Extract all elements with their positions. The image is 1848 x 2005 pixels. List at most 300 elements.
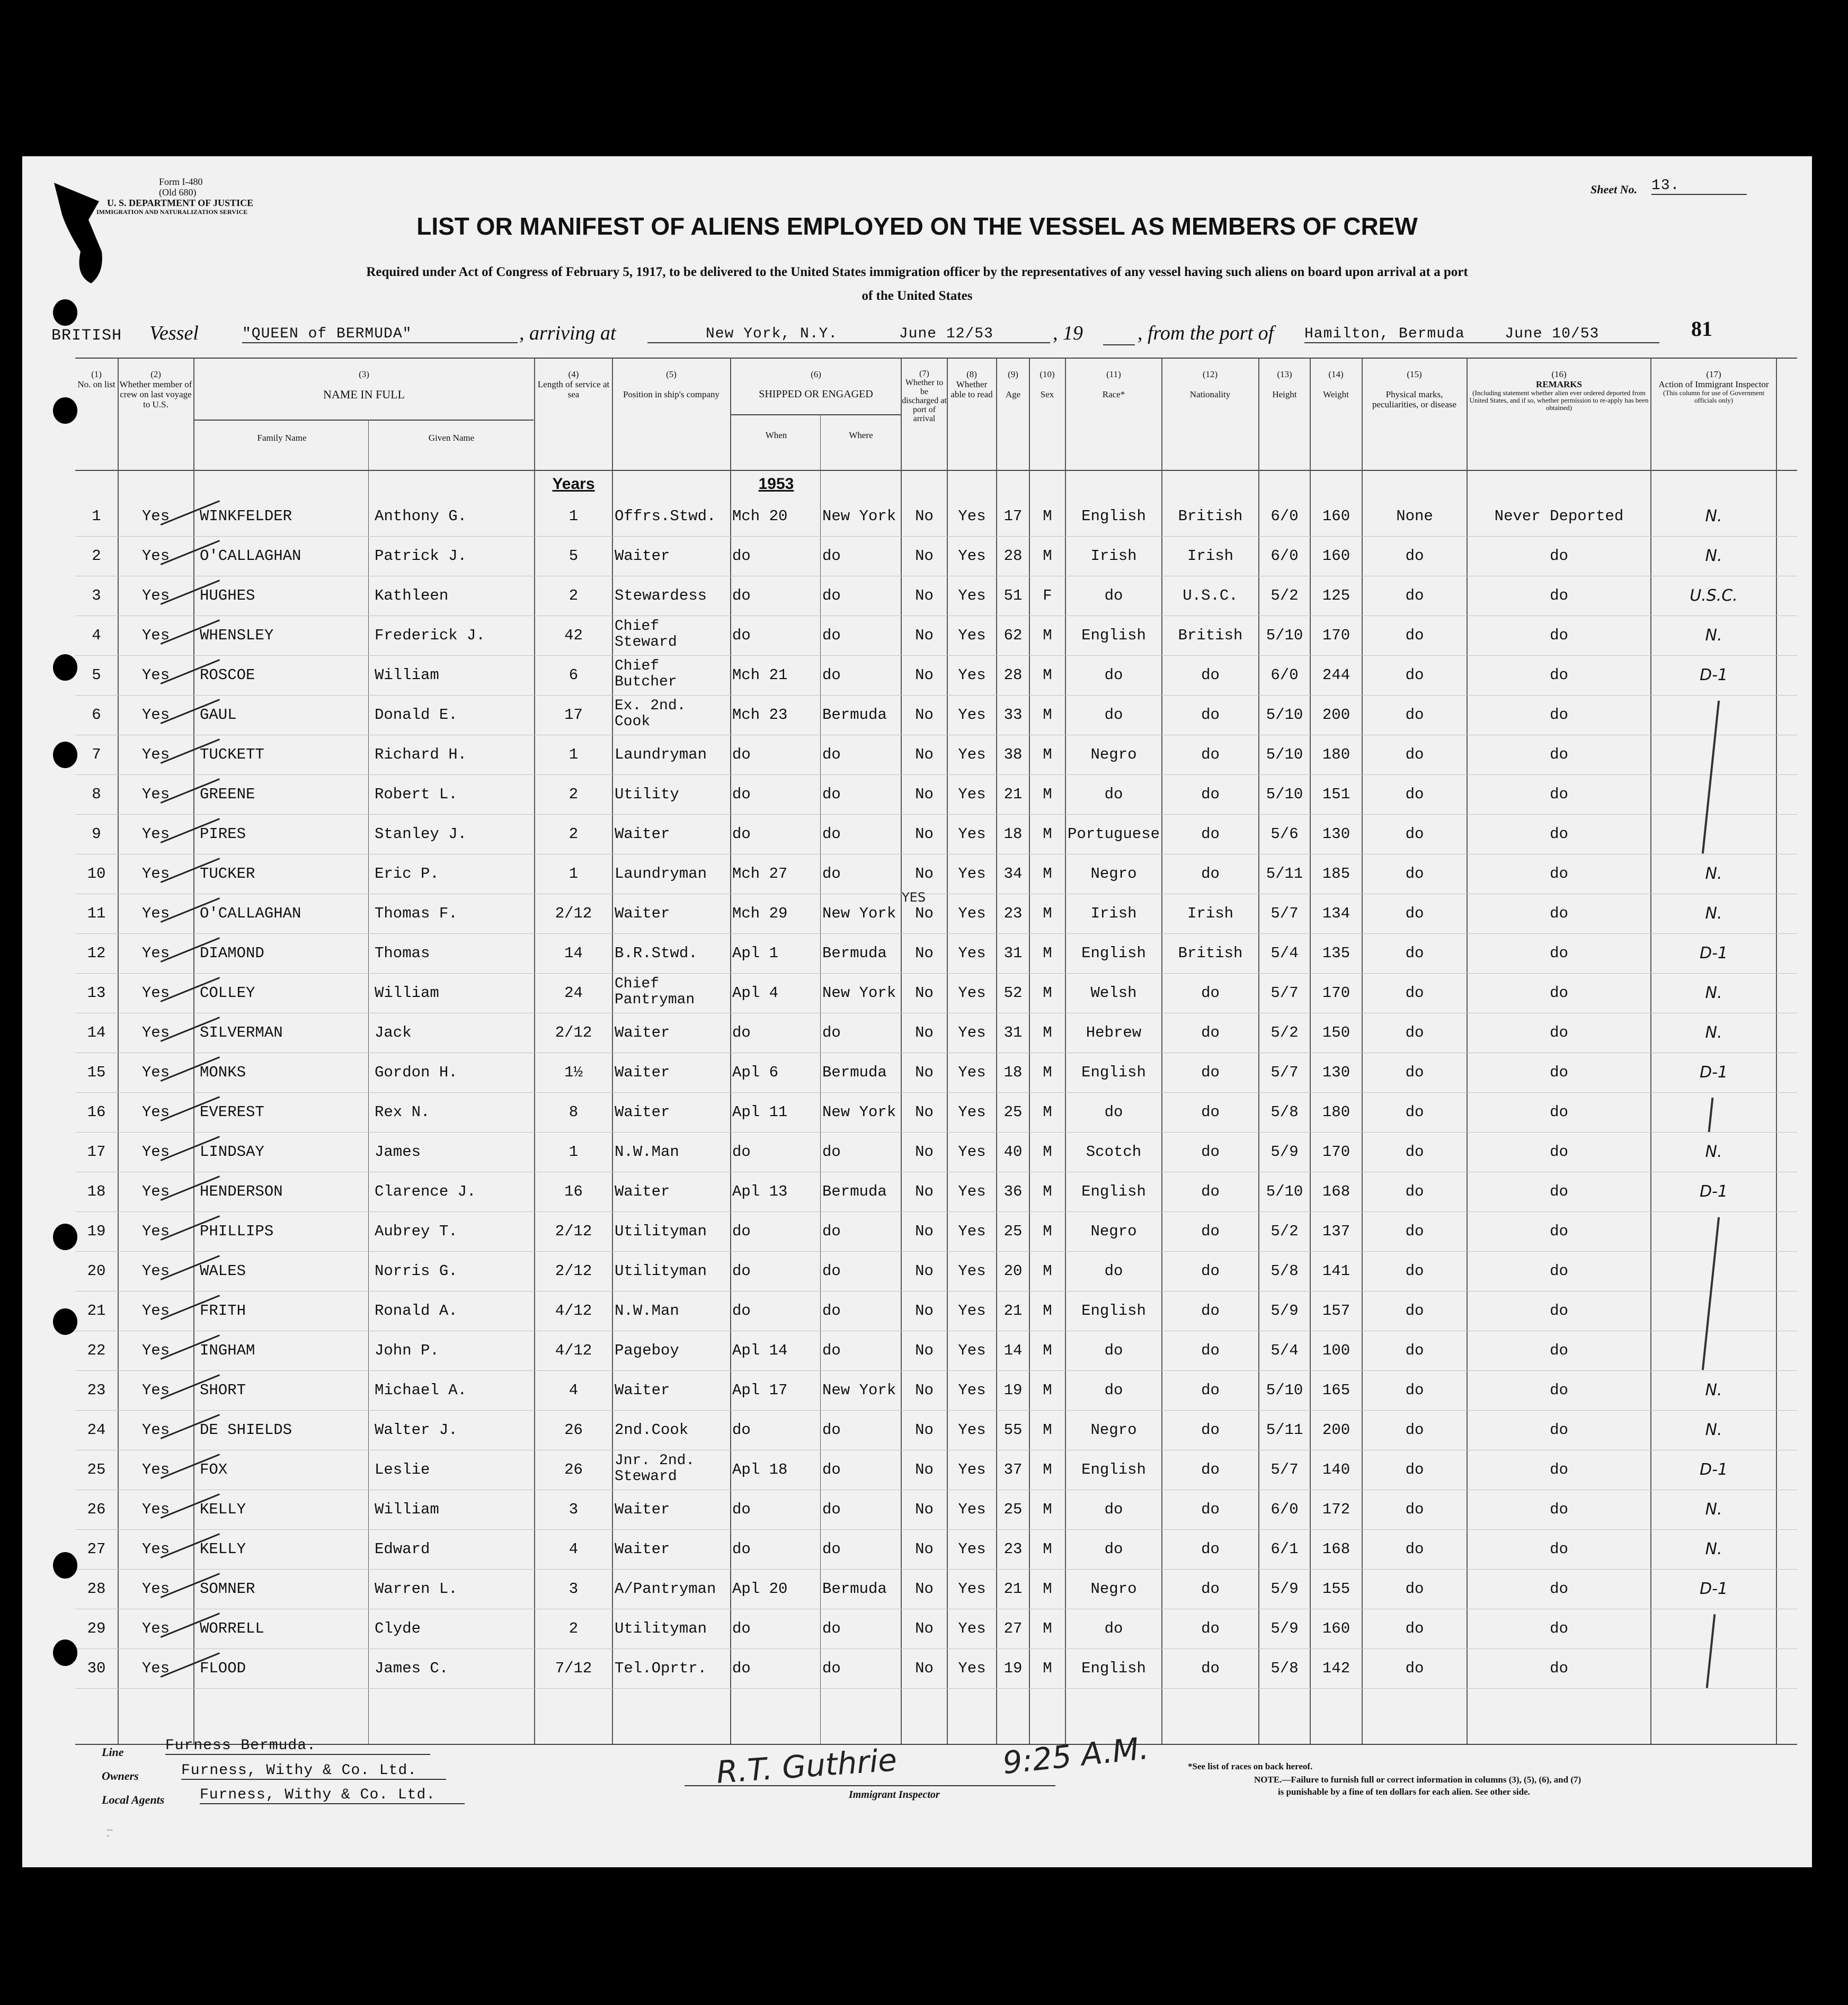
cell-race: Negro xyxy=(1090,1421,1137,1439)
cell-prev: Yes xyxy=(141,1143,170,1161)
cell-height: 5/10 xyxy=(1266,706,1303,724)
cell-nat: British xyxy=(1178,627,1243,644)
cell-family: INGHAM xyxy=(200,1342,255,1359)
cell-family: DE SHIELDS xyxy=(200,1421,292,1439)
cell-age: 51 xyxy=(1003,587,1023,604)
cell-no: 8 xyxy=(92,786,101,803)
cell-nat: do xyxy=(1201,865,1220,883)
cell-position: Utilityman xyxy=(615,1262,707,1280)
cell-age: 31 xyxy=(1003,944,1023,962)
cell-nat: do xyxy=(1201,984,1220,1002)
cell-age: 21 xyxy=(1003,1302,1023,1320)
cell-read: Yes xyxy=(958,1540,986,1558)
cell-given: Thomas F. xyxy=(375,905,458,922)
cell-age: 37 xyxy=(1003,1461,1023,1478)
cell-disch: No xyxy=(915,1064,934,1081)
cell-nat: do xyxy=(1201,1620,1220,1637)
cell-height: 5/11 xyxy=(1266,1421,1303,1439)
cell-nat: do xyxy=(1201,1382,1220,1399)
col12-num: (12) xyxy=(1202,369,1218,379)
cell-read: Yes xyxy=(958,1223,986,1240)
cell-family: SHORT xyxy=(200,1382,246,1399)
cell-position: A/Pantryman xyxy=(615,1580,716,1598)
cell-weight: 170 xyxy=(1322,1143,1351,1161)
cell-prev: Yes xyxy=(141,1024,170,1041)
cell-weight: 180 xyxy=(1322,746,1351,763)
col9-label: Age xyxy=(1005,389,1021,399)
cell-disch: No xyxy=(915,1143,934,1161)
cell-where: do xyxy=(822,1342,841,1359)
cell-position: Laundryman xyxy=(615,865,707,883)
arrival-date: June 12/53 xyxy=(899,326,993,342)
cell-disch: No xyxy=(915,1342,934,1359)
cell-family: WALES xyxy=(200,1262,246,1280)
cell-disch: No xyxy=(915,1501,934,1518)
cell-sex: M xyxy=(1043,1580,1052,1598)
cell-read: Yes xyxy=(958,1342,986,1359)
cell-race: English xyxy=(1081,1461,1146,1478)
cell-position: Chief Butcher xyxy=(615,658,677,690)
cell-weight: 165 xyxy=(1322,1382,1351,1399)
cell-age: 36 xyxy=(1003,1183,1023,1200)
col8-label: Whether able to read xyxy=(950,379,993,399)
cell-prev: Yes xyxy=(141,905,170,922)
col8-num: (8) xyxy=(966,369,977,379)
cell-where: do xyxy=(822,1620,841,1637)
cell-race: Irish xyxy=(1090,547,1137,565)
cell-family: DIAMOND xyxy=(200,944,264,962)
cell-sex: M xyxy=(1043,984,1052,1002)
subtitle-continued: of the United States xyxy=(861,289,973,303)
cell-when: do xyxy=(732,1421,751,1439)
cell-family: HENDERSON xyxy=(200,1183,283,1200)
cell-service: 42 xyxy=(564,627,583,644)
col13-header xyxy=(1259,369,1310,399)
table-row xyxy=(75,933,1797,974)
cell-remarks: do xyxy=(1550,1183,1568,1200)
cell-sex: M xyxy=(1043,1382,1052,1399)
cell-weight: 141 xyxy=(1322,1262,1351,1280)
table-row xyxy=(75,1490,1797,1530)
cell-prev: Yes xyxy=(141,865,170,883)
cell-prev: Yes xyxy=(141,1660,170,1677)
cell-action: N. xyxy=(1705,865,1722,883)
cell-where: Bermuda xyxy=(822,1183,887,1200)
cell-marks: do xyxy=(1405,1342,1424,1359)
cell-read: Yes xyxy=(958,627,986,644)
cell-weight: 200 xyxy=(1322,1421,1351,1439)
cell-service: 26 xyxy=(564,1421,583,1439)
cell-action xyxy=(1651,1331,1776,1370)
table-row xyxy=(75,973,1797,1013)
cell-prev: Yes xyxy=(141,1302,170,1320)
cell-position: Waiter xyxy=(615,1540,670,1558)
cell-service: 2 xyxy=(568,587,579,604)
cell-prev: Yes xyxy=(141,984,170,1002)
cell-marks: do xyxy=(1405,547,1424,565)
cell-race: do xyxy=(1104,1262,1123,1280)
cell-where: Bermuda xyxy=(822,944,887,962)
cell-no: 19 xyxy=(87,1223,106,1240)
cell-remarks: do xyxy=(1550,865,1568,883)
cell-age: 25 xyxy=(1003,1501,1023,1518)
cell-family: MONKS xyxy=(200,1064,246,1081)
cell-no: 6 xyxy=(92,706,101,724)
family-name-header: Family Name xyxy=(257,433,307,443)
year-blank xyxy=(1103,344,1135,345)
cell-disch: No xyxy=(915,1103,934,1121)
years-label: Years xyxy=(552,475,595,493)
table-row xyxy=(75,616,1797,656)
col3-num: (3) xyxy=(359,369,369,379)
cell-no: 16 xyxy=(87,1103,106,1121)
departure-port: Hamilton, Bermuda xyxy=(1304,326,1465,342)
cell-service: 5 xyxy=(568,547,579,565)
table-row xyxy=(75,1211,1797,1252)
cell-action: N. xyxy=(1705,984,1722,1002)
cell-when: Apl 14 xyxy=(732,1342,788,1359)
cell-sex: M xyxy=(1043,1223,1052,1240)
cell-age: 19 xyxy=(1003,1660,1023,1677)
cell-action: N. xyxy=(1705,1540,1722,1558)
col16-sub: (Including statement whether alien ever ordered deported from United States, and if so, whether permission to re-apply has been obtained) xyxy=(1469,389,1649,412)
cell-marks: do xyxy=(1405,1223,1424,1240)
cell-sex: M xyxy=(1043,1024,1052,1041)
col16-label: REMARKS xyxy=(1536,379,1582,389)
table-row xyxy=(75,1410,1797,1450)
cell-given: Thomas xyxy=(375,944,430,962)
cell-read: Yes xyxy=(958,1064,986,1081)
sheet-number: 13. xyxy=(1651,177,1747,195)
cell-service: 2 xyxy=(568,786,579,803)
races-note: *See list of races on back hereof. xyxy=(1188,1761,1313,1771)
cell-position: Waiter xyxy=(615,825,670,843)
cell-sex: M xyxy=(1043,1302,1052,1320)
cell-where: Bermuda xyxy=(822,1064,887,1081)
cell-sex: M xyxy=(1043,944,1052,962)
cell-read: Yes xyxy=(958,825,986,843)
table-row xyxy=(75,854,1797,894)
cell-remarks: do xyxy=(1550,746,1568,763)
cell-disch: No xyxy=(915,984,934,1002)
cell-age: 34 xyxy=(1003,865,1023,883)
cell-when: do xyxy=(732,1660,751,1677)
cell-when: do xyxy=(732,1501,751,1518)
cell-height: 5/2 xyxy=(1270,1024,1299,1041)
handwritten-yes: YES xyxy=(902,890,926,905)
cell-position: Ex. 2nd. Cook xyxy=(615,698,686,730)
cell-race: do xyxy=(1104,1540,1123,1558)
table-row xyxy=(75,496,1797,537)
cell-read: Yes xyxy=(958,1580,986,1598)
cell-disch: No xyxy=(915,1302,934,1320)
cell-position: Waiter xyxy=(615,1183,670,1200)
cell-height: 5/7 xyxy=(1270,1064,1299,1081)
cell-given: James C. xyxy=(375,1660,449,1677)
crew-table xyxy=(75,358,1797,1745)
departure-info xyxy=(1304,326,1659,343)
cell-no: 25 xyxy=(87,1461,106,1478)
cell-weight: 142 xyxy=(1322,1660,1351,1677)
cell-prev: Yes xyxy=(141,944,170,962)
cell-where: Bermuda xyxy=(822,706,887,724)
cell-no: 3 xyxy=(92,587,101,604)
cell-when: Mch 23 xyxy=(732,706,788,724)
col17-label: Action of Immigrant Inspector xyxy=(1658,379,1769,389)
cell-race: Scotch xyxy=(1086,1143,1142,1161)
cell-when: do xyxy=(732,627,751,644)
cell-height: 5/2 xyxy=(1270,587,1299,604)
cell-sex: M xyxy=(1043,1183,1052,1200)
cell-action xyxy=(1651,1092,1776,1132)
cell-weight: 151 xyxy=(1322,786,1351,803)
printer-mark-icon: ◦◦◦ ▫ xyxy=(107,1828,113,1839)
cell-read: Yes xyxy=(958,1103,986,1121)
cell-action: N. xyxy=(1705,1500,1722,1519)
cell-given: Robert L. xyxy=(375,786,458,803)
cell-service: 1 xyxy=(568,746,579,763)
cell-when: Mch 20 xyxy=(732,507,788,525)
cell-where: do xyxy=(822,1223,841,1240)
cell-given: Patrick J. xyxy=(375,547,467,565)
cell-marks: do xyxy=(1405,1382,1424,1399)
cell-prev: Yes xyxy=(141,1262,170,1280)
cell-race: Negro xyxy=(1090,1223,1137,1240)
cell-race: English xyxy=(1081,944,1146,962)
cell-age: 19 xyxy=(1003,1382,1023,1399)
cell-read: Yes xyxy=(958,1262,986,1280)
cell-race: do xyxy=(1104,1620,1123,1637)
cell-nat: do xyxy=(1201,1223,1220,1240)
cell-remarks: do xyxy=(1550,627,1568,644)
cell-action xyxy=(1651,1291,1776,1331)
col5-num: (5) xyxy=(666,369,677,379)
cell-service: 1 xyxy=(568,507,579,525)
cell-sex: M xyxy=(1043,1421,1052,1439)
col9-header xyxy=(997,369,1029,399)
cell-action: U.S.C. xyxy=(1690,586,1738,605)
cell-disch: No xyxy=(915,1183,934,1200)
cell-position: Utility xyxy=(615,786,679,803)
cell-nat: do xyxy=(1201,1183,1220,1200)
cell-position: N.W.Man xyxy=(615,1143,679,1161)
cell-nat: do xyxy=(1201,1580,1220,1598)
cell-when: do xyxy=(732,1024,751,1041)
service: IMMIGRATION AND NATURALIZATION SERVICE xyxy=(96,208,248,216)
table-row xyxy=(75,576,1797,616)
cell-nat: U.S.C. xyxy=(1183,587,1238,604)
cell-no: 20 xyxy=(87,1262,106,1280)
col3-divider xyxy=(194,420,534,421)
cell-no: 4 xyxy=(92,627,101,644)
cell-read: Yes xyxy=(958,746,986,763)
cell-nat: Irish xyxy=(1187,905,1233,922)
table-row xyxy=(75,1648,1797,1689)
penalty-note: NOTE.—Failure to furnish full or correct information in columns (3), (5), (6), and (7) xyxy=(1254,1775,1582,1785)
cell-read: Yes xyxy=(958,1421,986,1439)
col11-header xyxy=(1066,369,1161,399)
cell-disch: No xyxy=(915,1024,934,1041)
cell-remarks: do xyxy=(1550,1540,1568,1558)
cell-remarks: do xyxy=(1550,1064,1568,1081)
cell-action: N. xyxy=(1705,1023,1722,1042)
cell-position: Chief Pantryman xyxy=(615,976,695,1008)
cell-age: 21 xyxy=(1003,1580,1023,1598)
cell-read: Yes xyxy=(958,547,986,565)
cell-weight: 180 xyxy=(1322,1103,1351,1121)
cell-height: 5/4 xyxy=(1270,1342,1299,1359)
cell-prev: Yes xyxy=(141,1421,170,1439)
cell-given: James xyxy=(375,1143,421,1161)
flag-country: BRITISH xyxy=(51,327,122,345)
col10-header xyxy=(1030,369,1064,399)
cell-height: 5/7 xyxy=(1270,1461,1299,1478)
cell-nat: do xyxy=(1201,1461,1220,1478)
cell-prev: Yes xyxy=(141,1342,170,1359)
cell-prev: Yes xyxy=(141,746,170,763)
cell-marks: do xyxy=(1405,1183,1424,1200)
cell-when: Apl 4 xyxy=(732,984,779,1002)
cell-height: 5/8 xyxy=(1270,1103,1299,1121)
cell-height: 5/10 xyxy=(1266,746,1303,763)
col16-num: (16) xyxy=(1551,369,1567,379)
cell-sex: M xyxy=(1043,1620,1052,1637)
table-row xyxy=(75,655,1797,696)
cell-family: WHENSLEY xyxy=(200,627,274,644)
cell-no: 1 xyxy=(92,507,101,525)
cell-when: do xyxy=(732,825,751,843)
cell-read: Yes xyxy=(958,666,986,684)
cell-marks: None xyxy=(1396,507,1433,525)
cell-no: 30 xyxy=(87,1660,106,1677)
cell-disch: No xyxy=(915,746,934,763)
cell-given: William xyxy=(375,666,439,684)
cell-service: 1 xyxy=(568,865,579,883)
cell-family: GREENE xyxy=(200,786,255,803)
line-label: Line xyxy=(102,1745,124,1759)
cell-race: do xyxy=(1104,587,1123,604)
cell-prev: Yes xyxy=(141,706,170,724)
cell-sex: M xyxy=(1043,1064,1052,1081)
cell-age: 17 xyxy=(1003,507,1023,525)
cell-sex: M xyxy=(1043,627,1052,644)
cell-marks: do xyxy=(1405,1024,1424,1041)
cell-service: 2/12 xyxy=(555,1262,592,1280)
cell-sex: M xyxy=(1043,1342,1052,1359)
cell-weight: 168 xyxy=(1322,1183,1351,1200)
cell-remarks: do xyxy=(1550,1461,1568,1478)
cell-when: Apl 6 xyxy=(732,1064,779,1081)
cell-action: N. xyxy=(1705,547,1722,565)
col14-num: (14) xyxy=(1328,369,1344,379)
cell-age: 28 xyxy=(1003,666,1023,684)
arrival-port xyxy=(647,326,1050,343)
table-row xyxy=(75,1092,1797,1133)
col3-header xyxy=(194,369,534,400)
cell-remarks: do xyxy=(1550,905,1568,922)
cell-given: Norris G. xyxy=(375,1262,458,1280)
cell-given: Stanley J. xyxy=(375,825,467,843)
cell-sex: M xyxy=(1043,706,1052,724)
cell-age: 14 xyxy=(1003,1342,1023,1359)
cell-remarks: do xyxy=(1550,944,1568,962)
cell-age: 62 xyxy=(1003,627,1023,644)
cell-action: N. xyxy=(1705,904,1722,923)
table-row xyxy=(75,1251,1797,1291)
table-row xyxy=(75,1609,1797,1649)
cell-when: Apl 1 xyxy=(732,944,779,962)
cell-weight: 100 xyxy=(1322,1342,1351,1359)
cell-disch: No xyxy=(915,666,934,684)
cell-read: Yes xyxy=(958,1183,986,1200)
cell-action: D-1 xyxy=(1699,1063,1728,1082)
cell-action: N. xyxy=(1705,626,1722,645)
col6-divider xyxy=(731,414,901,415)
table-row xyxy=(75,695,1797,735)
cell-read: Yes xyxy=(958,865,986,883)
cell-no: 28 xyxy=(87,1580,106,1598)
cell-read: Yes xyxy=(958,1620,986,1637)
punch-hole-icon xyxy=(53,397,77,424)
cell-no: 22 xyxy=(87,1342,106,1359)
cell-action: D-1 xyxy=(1699,1460,1728,1479)
col7-label: Whether to be discharged at port of arrival xyxy=(902,378,947,423)
cell-disch: No xyxy=(915,1580,934,1598)
cell-prev: Yes xyxy=(141,1540,170,1558)
cell-marks: do xyxy=(1405,825,1424,843)
cell-service: 4 xyxy=(568,1540,579,1558)
cell-weight: 170 xyxy=(1322,984,1351,1002)
cell-marks: do xyxy=(1405,905,1424,922)
cell-marks: do xyxy=(1405,1103,1424,1121)
punch-hole-icon xyxy=(53,1224,77,1250)
cell-no: 11 xyxy=(87,905,106,922)
cell-no: 13 xyxy=(87,984,106,1002)
cell-position: Utilityman xyxy=(615,1620,707,1637)
cell-sex: M xyxy=(1043,1262,1052,1280)
cell-when: Apl 11 xyxy=(732,1103,788,1121)
cell-where: do xyxy=(822,1143,841,1161)
col14-label: Weight xyxy=(1323,389,1349,399)
cell-disch: No xyxy=(915,547,934,565)
cell-given: Leslie xyxy=(375,1461,430,1478)
cell-weight: 125 xyxy=(1322,587,1351,604)
cell-prev: Yes xyxy=(141,825,170,843)
cell-action: N. xyxy=(1705,507,1722,525)
col15-num: (15) xyxy=(1407,369,1422,379)
cell-age: 27 xyxy=(1003,1620,1023,1637)
col8-header xyxy=(948,369,996,399)
cell-nat: do xyxy=(1201,1143,1220,1161)
cell-remarks: do xyxy=(1550,1342,1568,1359)
cell-marks: do xyxy=(1405,746,1424,763)
cell-no: 23 xyxy=(87,1382,106,1399)
cell-height: 5/10 xyxy=(1266,1382,1303,1399)
cell-marks: do xyxy=(1405,1580,1424,1598)
cell-service: 7/12 xyxy=(555,1660,592,1677)
col15-header xyxy=(1363,369,1466,409)
cell-weight: 130 xyxy=(1322,1064,1351,1081)
cell-age: 55 xyxy=(1003,1421,1023,1439)
cell-family: EVEREST xyxy=(200,1103,264,1121)
cell-where: do xyxy=(822,666,841,684)
cell-nat: do xyxy=(1201,786,1220,803)
form-number: Form I-480 xyxy=(159,176,203,187)
cell-family: SOMNER xyxy=(200,1580,255,1598)
cell-remarks: do xyxy=(1550,1421,1568,1439)
cell-when: Apl 17 xyxy=(732,1382,788,1399)
cell-height: 5/6 xyxy=(1270,825,1299,843)
